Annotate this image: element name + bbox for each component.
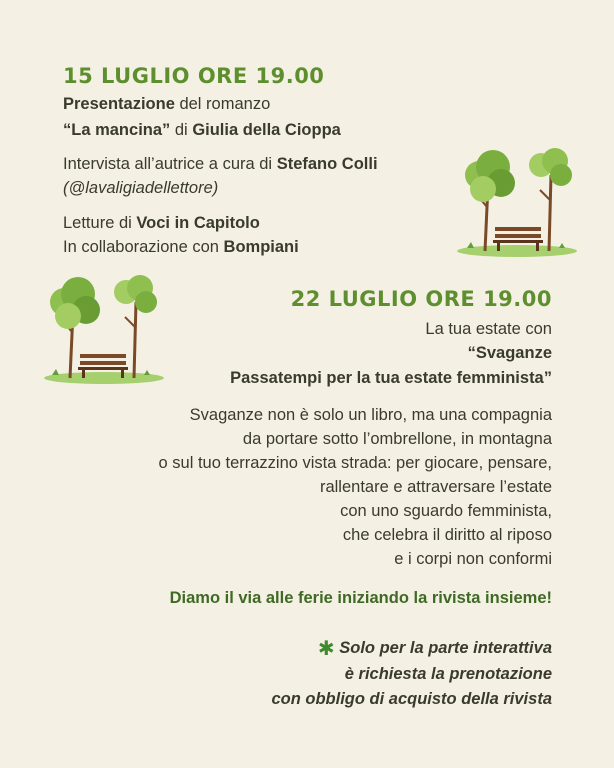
desc-line: Svaganze non è solo un libro, ma una compagnia [189, 406, 552, 424]
note-line-3: con obbligo di acquisto della rivista [271, 690, 552, 708]
event2-title-line1: “Svaganze [467, 344, 552, 362]
event2-title-line2: Passatempi per la tua estate femminista” [230, 369, 552, 387]
presentation-label: Presentazione [63, 95, 175, 113]
event1-date: 15 LUGLIO ORE 19.00 [63, 64, 325, 88]
interviewer-name: Stefano Colli [276, 155, 378, 173]
booking-note [271, 636, 552, 712]
park-bench-trees-illustration-left [42, 272, 167, 387]
note-line-1 [271, 636, 552, 662]
readings-name: Voci in Capitolo [136, 214, 260, 232]
event1-readings-line [63, 212, 260, 234]
book-by: di [170, 121, 193, 139]
note-text: Solo per la parte interattiva [339, 639, 552, 657]
event1-book-line [63, 119, 341, 141]
presentation-rest: del romanzo [174, 95, 271, 113]
event1-interview-line [63, 153, 378, 175]
event2-date: 22 LUGLIO ORE 19.00 [290, 287, 552, 311]
desc-line: o sul tuo terrazzino vista strada: per giocare, pensare, [158, 454, 552, 472]
interviewer-handle: (@lavaligiadellettore) [63, 179, 219, 197]
collab-name: Bompiani [223, 238, 299, 256]
asterisk-icon: ✱ [317, 638, 335, 660]
collab-text: In collaborazione con [63, 238, 224, 256]
park-bench-trees-illustration-right [455, 145, 580, 260]
desc-line: e i corpi non conformi [394, 550, 552, 568]
interview-text: Intervista all’autrice a cura di [63, 155, 277, 173]
desc-line: che celebra il diritto al riposo [342, 526, 552, 544]
book-title: “La mancina” [63, 121, 171, 139]
event2-intro: La tua estate con [425, 320, 552, 338]
book-author: Giulia della Cioppa [192, 121, 341, 139]
event2-cta: Diamo il via alle ferie iniziando la rivista insieme! [169, 589, 552, 607]
desc-line: da portare sotto l’ombrellone, in montagna [242, 430, 552, 448]
event2-description [159, 403, 552, 571]
event1-collab-line [63, 236, 299, 258]
desc-line: rallentare e attraversare l’estate [319, 478, 552, 496]
note-line-2: è richiesta la prenotazione [344, 665, 552, 683]
event1-presentation-line [63, 93, 270, 115]
desc-line: con uno sguardo femminista, [340, 502, 552, 520]
readings-text: Letture di [63, 214, 137, 232]
